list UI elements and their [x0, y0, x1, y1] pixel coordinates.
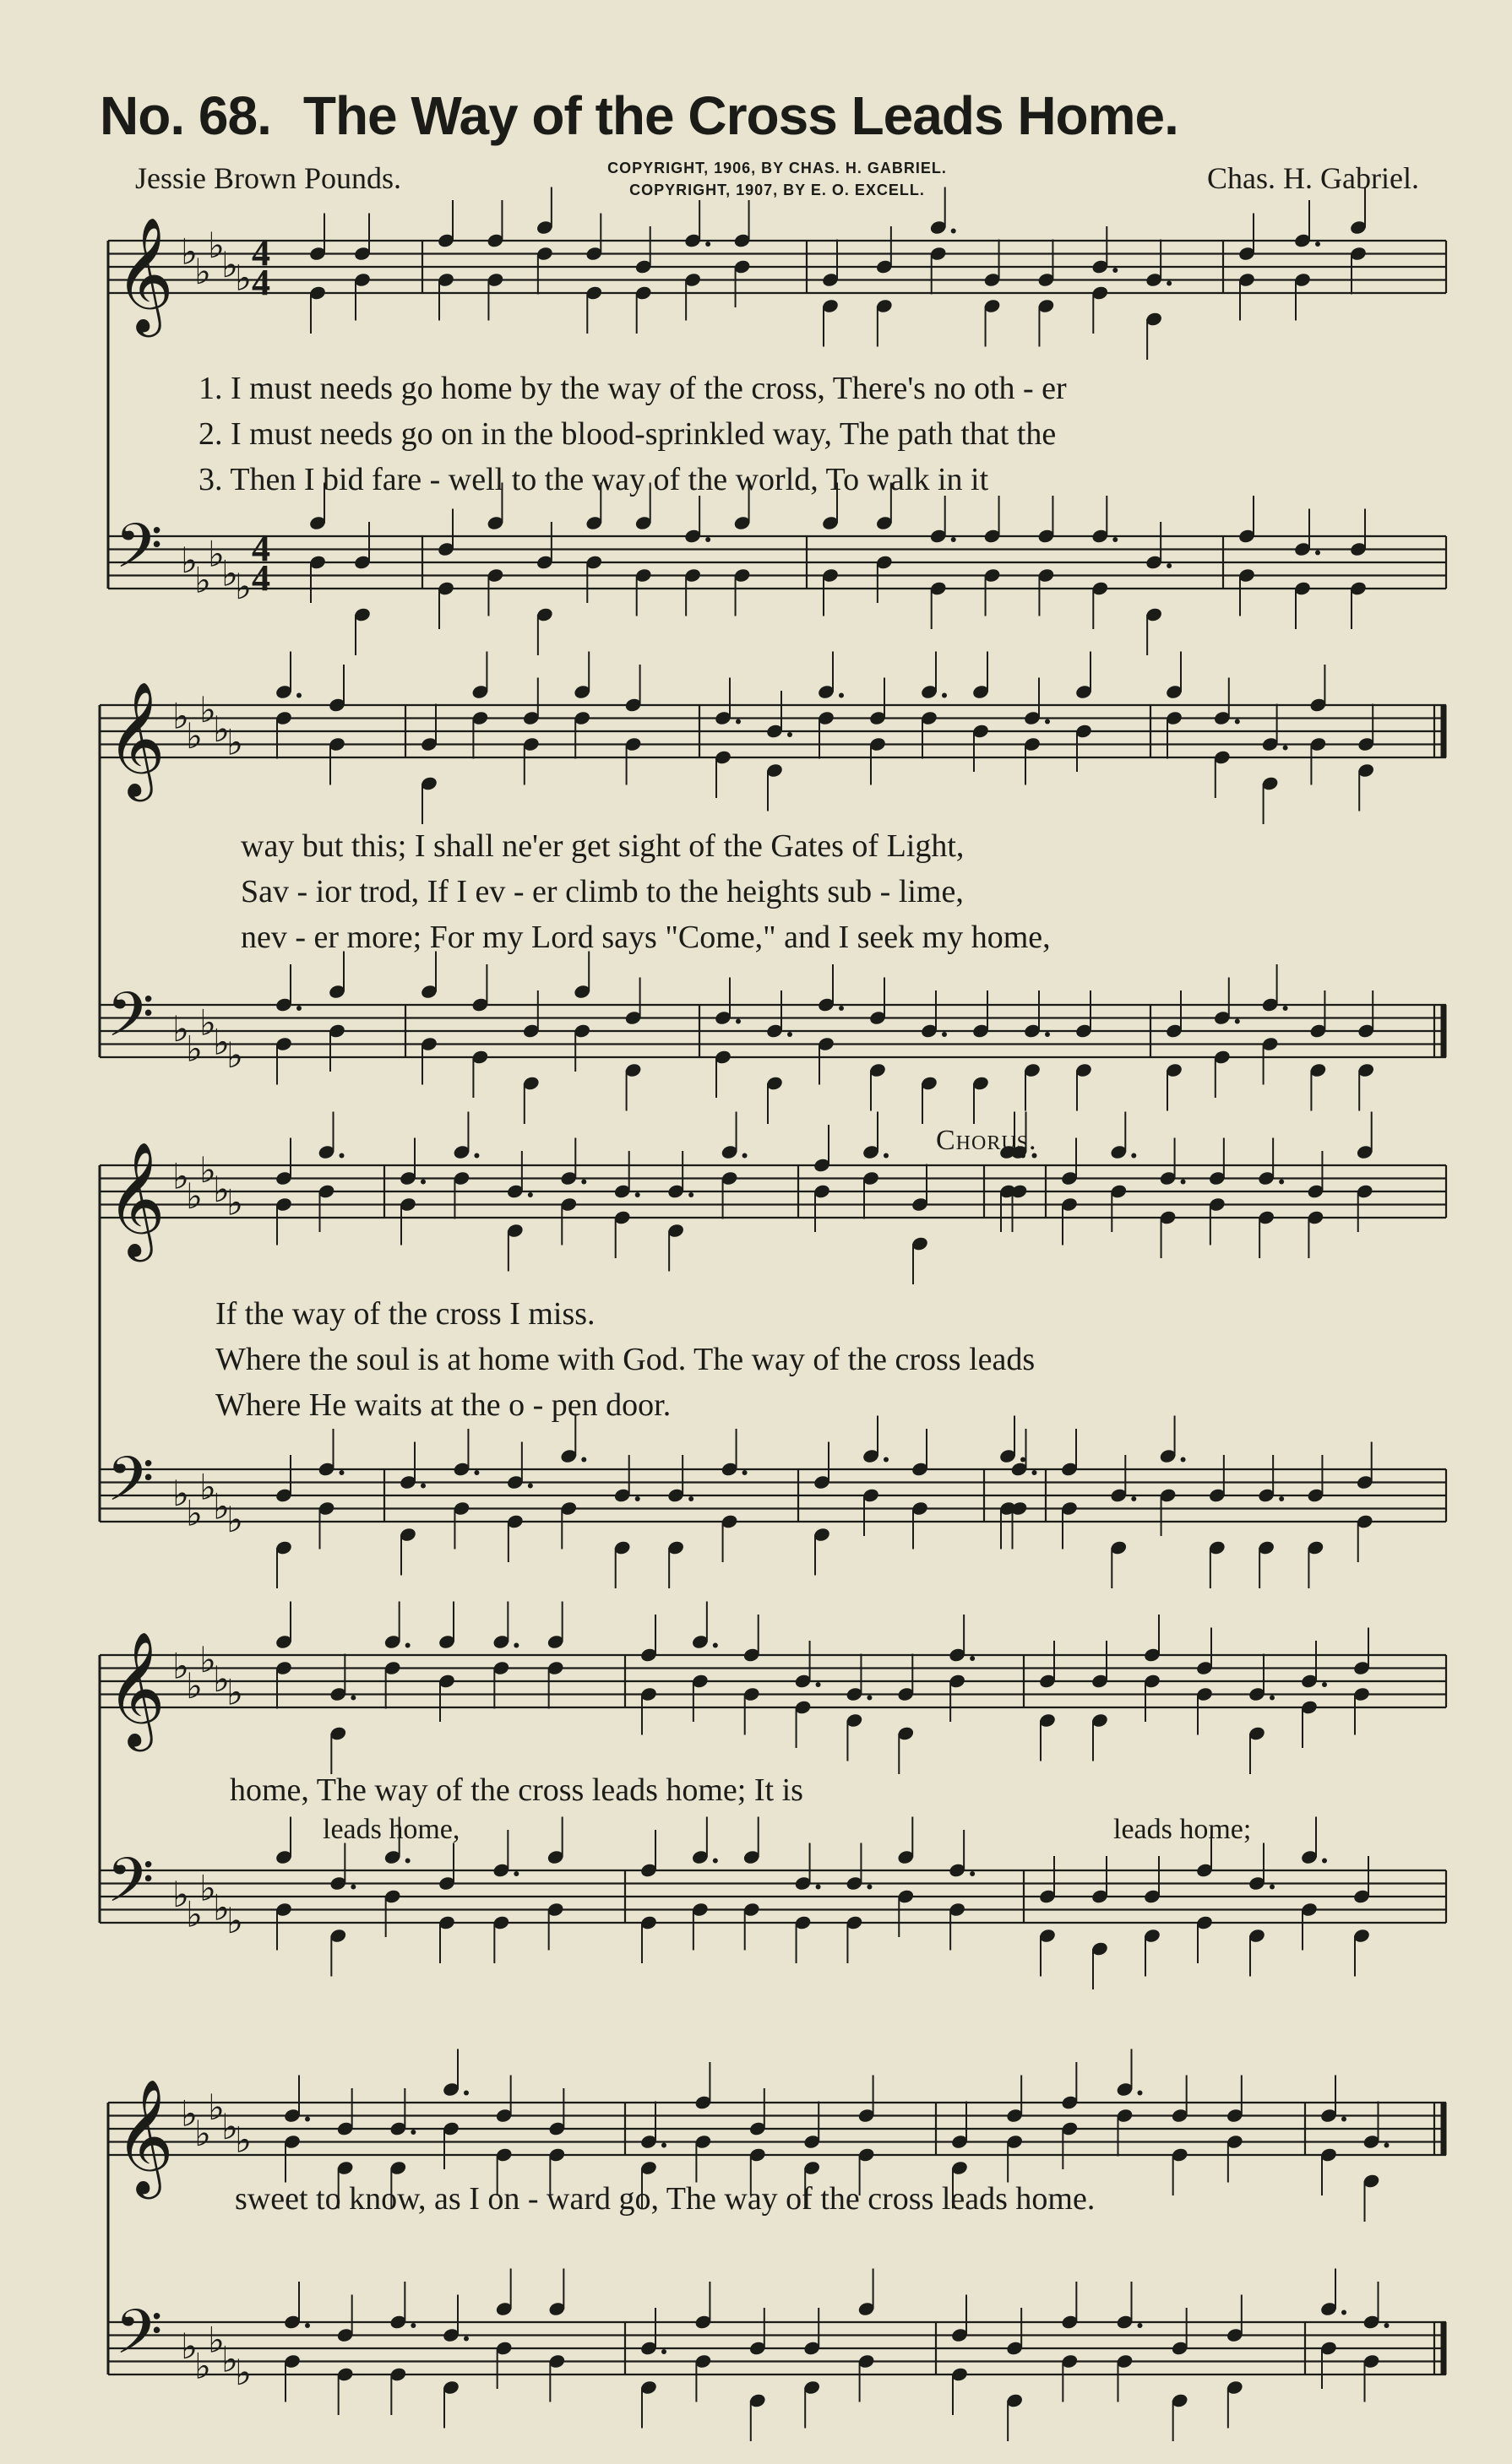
lyric-s4-alto-2: leads home; [1113, 1814, 1252, 1845]
augmentation-dot [884, 1457, 889, 1463]
augmentation-dot [405, 1859, 411, 1864]
augmentation-dot [742, 1470, 748, 1475]
augmentation-dot [474, 1153, 479, 1159]
bass-clef: 𝄢 [115, 2295, 163, 2383]
flat-sign: ♭ [226, 1034, 243, 1076]
augmentation-dot [340, 1153, 345, 1159]
augmentation-dot [581, 1180, 586, 1185]
copyright-line-1: COPYRIGHT, 1906, BY CHAS. H. GABRIEL. [607, 160, 947, 176]
lyric-s2-v1: way but this; I shall ne'er get sight of the Gates of Light, [241, 828, 965, 864]
augmentation-dot [1322, 1682, 1327, 1687]
augmentation-dot [1322, 1859, 1327, 1864]
augmentation-dot [1112, 268, 1118, 273]
augmentation-dot [514, 1871, 519, 1876]
lyric-s3-v3: Where He waits at the o - pen door. [215, 1387, 672, 1423]
lyric-s4-main: home, The way of the cross leads home; It is [230, 1772, 803, 1808]
flat-sign: ♭ [186, 714, 203, 757]
flat-sign: ♭ [213, 1021, 230, 1063]
flat-sign: ♭ [235, 2119, 252, 2161]
flat-sign: ♭ [199, 1148, 216, 1191]
augmentation-dot [581, 1457, 586, 1463]
augmentation-dot [688, 1496, 693, 1501]
flat-sign: ♭ [199, 688, 216, 730]
flat-sign: ♭ [208, 224, 225, 266]
augmentation-dot [884, 1153, 889, 1159]
augmentation-dot [351, 1885, 356, 1890]
augmentation-dot [951, 229, 956, 234]
treble-clef: 𝄞 [106, 680, 166, 796]
treble-clef: 𝄞 [115, 2077, 174, 2194]
flat-sign: ♭ [172, 1473, 189, 1514]
augmentation-dot [742, 1153, 748, 1159]
treble-clef: 𝄞 [115, 215, 174, 332]
augmentation-dot [1235, 1019, 1240, 1024]
flat-sign: ♭ [221, 2338, 238, 2380]
augmentation-dot [411, 2323, 416, 2328]
augmentation-dot [736, 719, 741, 725]
flat-sign: ♭ [181, 2326, 198, 2367]
augmentation-dot [713, 1859, 718, 1864]
augmentation-dot [1283, 746, 1288, 751]
lyric-s2-v3: nev - er more; For my Lord says "Come," and I seek my home, [241, 920, 1051, 955]
augmentation-dot [867, 1885, 872, 1890]
augmentation-dot [1235, 719, 1240, 725]
augmentation-dot [305, 2117, 310, 2122]
augmentation-dot [635, 1496, 640, 1501]
augmentation-dot [1384, 2143, 1390, 2148]
flat-sign: ♭ [181, 231, 198, 273]
flat-sign: ♭ [186, 1893, 203, 1935]
flat-sign: ♭ [213, 1169, 230, 1210]
augmentation-dot [816, 1682, 821, 1687]
time-sig-bottom: 4 [252, 557, 270, 599]
flat-sign: ♭ [213, 1658, 230, 1700]
flat-sign: ♭ [186, 1175, 203, 1217]
augmentation-dot [296, 1006, 302, 1011]
augmentation-dot [411, 2130, 416, 2135]
flat-sign: ♭ [194, 2345, 211, 2387]
augmentation-dot [705, 537, 710, 542]
augmentation-dot [474, 1470, 479, 1475]
augmentation-dot [1315, 551, 1320, 556]
lyric-s5: sweet to know, as I on - ward go, The way of the cross leads home. [235, 2181, 1096, 2217]
augmentation-dot [1341, 2117, 1346, 2122]
augmentation-dot [1045, 1032, 1050, 1037]
flat-sign: ♭ [194, 250, 211, 292]
augmentation-dot [839, 1006, 844, 1011]
flat-sign: ♭ [226, 1499, 243, 1540]
augmentation-dot [296, 693, 302, 698]
augmentation-dot [1181, 1180, 1186, 1185]
augmentation-dot [661, 2143, 666, 2148]
flat-sign: ♭ [186, 1028, 203, 1070]
augmentation-dot [528, 1192, 533, 1197]
flat-sign: ♭ [199, 1638, 216, 1680]
augmentation-dot [1167, 563, 1172, 568]
treble-clef: 𝄞 [106, 1140, 166, 1256]
flat-sign: ♭ [235, 566, 252, 607]
augmentation-dot [705, 242, 710, 247]
composer-credit: Chas. H. Gabriel. [1207, 161, 1419, 195]
augmentation-dot [816, 1885, 821, 1890]
lyric-s1-v3: 3. Then I bid fare - well to the way of the world, To walk in it [199, 462, 989, 497]
flat-sign: ♭ [172, 1008, 189, 1050]
flat-sign: ♭ [235, 257, 252, 299]
hymn-number: No. 68. [100, 85, 271, 146]
flat-sign: ♭ [226, 1181, 243, 1224]
augmentation-dot [340, 1470, 345, 1475]
augmentation-dot [1138, 2323, 1143, 2328]
augmentation-dot [970, 1871, 975, 1876]
augmentation-dot [787, 732, 792, 737]
augmentation-dot [1020, 1457, 1025, 1463]
flat-sign: ♭ [199, 1001, 216, 1044]
chorus-label: Chorus. [936, 1125, 1037, 1156]
augmentation-dot [1384, 2323, 1390, 2328]
flat-sign: ♭ [221, 552, 238, 594]
augmentation-dot [1341, 2310, 1346, 2315]
time-sig-bottom: 4 [252, 262, 270, 303]
flat-sign: ♭ [226, 1900, 243, 1941]
flat-sign: ♭ [221, 2106, 238, 2147]
flat-sign: ♭ [226, 1671, 243, 1713]
augmentation-dot [1315, 242, 1320, 247]
augmentation-dot [1112, 537, 1118, 542]
flat-sign: ♭ [186, 1664, 203, 1707]
augmentation-dot [1045, 719, 1050, 725]
bass-clef: 𝄢 [106, 978, 155, 1066]
augmentation-dot [688, 1192, 693, 1197]
augmentation-dot [421, 1180, 426, 1185]
flat-sign: ♭ [172, 1874, 189, 1915]
augmentation-dot [839, 693, 844, 698]
augmentation-dot [1270, 1885, 1275, 1890]
flat-sign: ♭ [208, 2086, 225, 2128]
augmentation-dot [1131, 1496, 1136, 1501]
bass-clef: 𝄢 [106, 1442, 155, 1530]
flat-sign: ♭ [194, 2112, 211, 2154]
time-sig-top: 4 [252, 528, 270, 569]
augmentation-dot [464, 2091, 469, 2096]
augmentation-dot [1131, 1153, 1136, 1159]
lyric-s4-alto-1: leads home, [323, 1814, 460, 1845]
flat-sign: ♭ [221, 244, 238, 285]
augmentation-dot [1181, 1457, 1186, 1463]
flat-sign: ♭ [199, 1466, 216, 1508]
lyric-s3-v1: If the way of the cross I miss. [215, 1296, 596, 1332]
augmentation-dot [464, 2336, 469, 2342]
flat-sign: ♭ [226, 721, 243, 763]
lyric-s1-v1: 1. I must needs go home by the way of the cross, There's no oth - er [199, 371, 1067, 406]
augmentation-dot [528, 1484, 533, 1489]
flat-sign: ♭ [181, 540, 198, 581]
augmentation-dot [942, 1032, 947, 1037]
augmentation-dot [1270, 1696, 1275, 1701]
lyric-s3-v2: Where the soul is at home with God. The way of the cross leads [215, 1342, 1036, 1377]
flat-sign: ♭ [172, 1155, 189, 1197]
flat-sign: ♭ [172, 695, 189, 737]
flat-sign: ♭ [199, 1867, 216, 1909]
augmentation-dot [787, 1032, 792, 1037]
hymn-title-text: The Way of the Cross Leads Home. [302, 85, 1178, 146]
flat-sign: ♭ [213, 1485, 230, 1528]
flat-sign: ♭ [213, 708, 230, 750]
augmentation-dot [351, 1696, 356, 1701]
flat-sign: ♭ [172, 1645, 189, 1687]
augmentation-dot [713, 1643, 718, 1648]
treble-clef: 𝄞 [106, 1630, 166, 1746]
flat-sign: ♭ [181, 2092, 198, 2135]
flat-sign: ♭ [213, 1886, 230, 1929]
flat-sign: ♭ [208, 533, 225, 575]
lyricist-credit: Jessie Brown Pounds. [135, 161, 402, 195]
augmentation-dot [1279, 1180, 1284, 1185]
augmentation-dot [635, 1192, 640, 1197]
flat-sign: ♭ [208, 2319, 225, 2361]
lyric-s1-v2: 2. I must needs go on in the blood-sprinkled way, The path that the [199, 416, 1057, 452]
augmentation-dot [1283, 1006, 1288, 1011]
flat-sign: ♭ [235, 2352, 252, 2393]
augmentation-dot [970, 1656, 975, 1661]
augmentation-dot [661, 2349, 666, 2354]
time-sig-top: 4 [252, 232, 270, 274]
bass-clef: 𝄢 [115, 509, 163, 597]
augmentation-dot [942, 693, 947, 698]
augmentation-dot [1032, 1470, 1037, 1475]
augmentation-dot [421, 1484, 426, 1489]
bass-clef: 𝄢 [106, 1843, 155, 1931]
augmentation-dot [514, 1643, 519, 1648]
augmentation-dot [1279, 1496, 1284, 1501]
augmentation-dot [1167, 281, 1172, 286]
flat-sign: ♭ [194, 559, 211, 601]
augmentation-dot [305, 2323, 310, 2328]
flat-sign: ♭ [186, 1492, 203, 1534]
augmentation-dot [951, 537, 956, 542]
augmentation-dot [867, 1696, 872, 1701]
lyric-s2-v2: Sav - ior trod, If I ev - er climb to the heights sub - lime, [241, 874, 964, 909]
augmentation-dot [736, 1019, 741, 1024]
augmentation-dot [405, 1643, 411, 1648]
augmentation-dot [1138, 2091, 1143, 2096]
copyright-line-2: COPYRIGHT, 1907, BY E. O. EXCELL. [629, 182, 925, 198]
